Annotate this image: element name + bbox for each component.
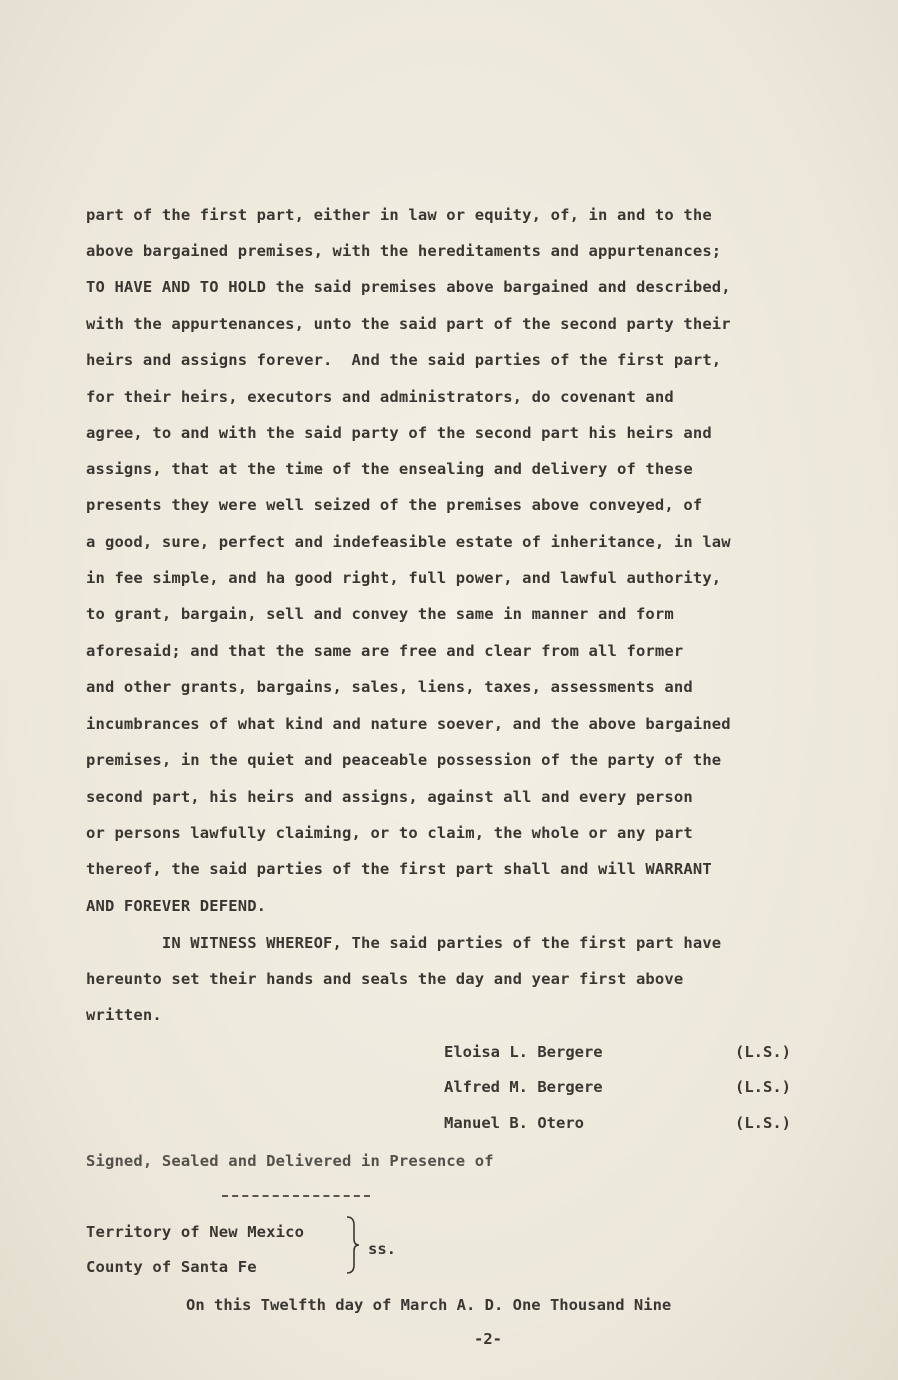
body-line: with the appurtenances, unto the said part of the second party their <box>86 315 731 333</box>
body-line: second part, his heirs and assigns, against all and every person <box>86 788 693 806</box>
body-line: AND FOREVER DEFEND. <box>86 897 267 915</box>
page-number: -2- <box>474 1330 502 1348</box>
witness-line: IN WITNESS WHEREOF, The said parties of the first part have <box>86 934 722 952</box>
signature-name: Eloisa L. Bergere <box>444 1043 603 1061</box>
venue-territory: Territory of New Mexico <box>86 1223 305 1241</box>
seal-mark: (L.S.) <box>735 1114 791 1132</box>
body-line: incumbrances of what kind and nature soever, and the above bargained <box>86 715 731 733</box>
body-line: heirs and assigns forever. And the said parties of the first part, <box>86 351 722 369</box>
venue-county: County of Santa Fe <box>86 1258 257 1276</box>
body-line: premises, in the quiet and peaceable possession of the party of the <box>86 751 722 769</box>
body-line: aforesaid; and that the same are free and clear from all former <box>86 642 684 660</box>
witness-line: written. <box>86 1006 162 1024</box>
body-line: thereof, the said parties of the first part shall and will WARRANT <box>86 860 712 878</box>
seal-mark: (L.S.) <box>735 1078 791 1096</box>
body-line: part of the first part, either in law or equity, of, in and to the <box>86 206 712 224</box>
body-line: a good, sure, perfect and indefeasible estate of inheritance, in law <box>86 533 731 551</box>
body-line: assigns, that at the time of the ensealing and delivery of these <box>86 460 693 478</box>
dashed-rule <box>222 1195 370 1197</box>
body-line: TO HAVE AND TO HOLD the said premises above bargained and described, <box>86 278 731 296</box>
body-line: in fee simple, and ha good right, full power, and lawful authority, <box>86 569 722 587</box>
venue-ss: ss. <box>368 1240 396 1258</box>
witness-line: hereunto set their hands and seals the day and year first above <box>86 970 684 988</box>
closing-line: On this Twelfth day of March A. D. One Thousand Nine <box>186 1296 672 1314</box>
body-line: or persons lawfully claiming, or to claim, the whole or any part <box>86 824 693 842</box>
body-line: presents they were well seized of the premises above conveyed, of <box>86 496 703 514</box>
signature-name: Alfred M. Bergere <box>444 1078 603 1096</box>
body-line: for their heirs, executors and administrators, do covenant and <box>86 388 674 406</box>
seal-mark: (L.S.) <box>735 1043 791 1061</box>
body-line: agree, to and with the said party of the second part his heirs and <box>86 424 712 442</box>
body-line: above bargained premises, with the hereditaments and appurtenances; <box>86 242 722 260</box>
body-line: and other grants, bargains, sales, liens, taxes, assessments and <box>86 678 693 696</box>
brace-icon <box>344 1215 360 1275</box>
signed-sealed-line: Signed, Sealed and Delivered in Presence of <box>86 1152 494 1170</box>
body-line: to grant, bargain, sell and convey the same in manner and form <box>86 605 674 623</box>
signature-name: Manuel B. Otero <box>444 1114 584 1132</box>
